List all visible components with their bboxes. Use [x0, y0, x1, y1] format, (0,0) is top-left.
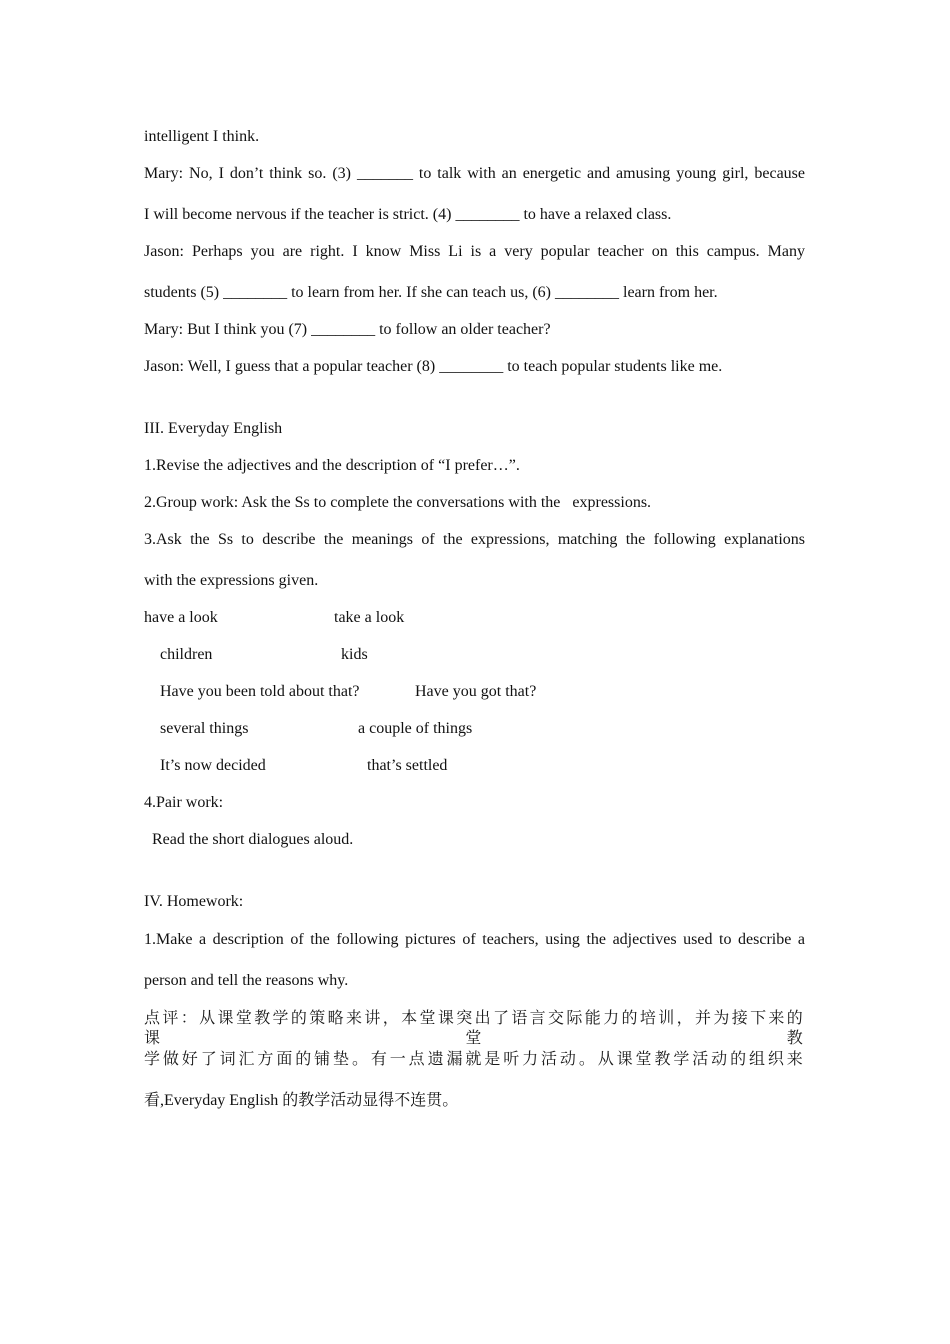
- dialogue-line: Jason: Perhaps you are right. I know Miss Li is a very popular teacher on this campus. Many: [144, 243, 805, 260]
- expression-right: kids: [341, 646, 368, 663]
- dialogue-line: intelligent I think.: [144, 128, 260, 145]
- dialogue-line: Mary: But I think you (7) ________ to follow an older teacher?: [144, 321, 551, 338]
- comment-line: 点评：从课堂教学的策略来讲，本堂课突出了语言交际能力的培训，并为接下来的课堂教: [144, 1010, 805, 1047]
- list-item-continuation: person and tell the reasons why.: [144, 972, 349, 989]
- list-item: 2.Group work: Ask the Ss to complete the conversations with the expressions.: [144, 494, 652, 511]
- section-heading: IV. Homework:: [144, 893, 244, 910]
- section-heading: III. Everyday English: [144, 420, 283, 437]
- expression-left: children: [160, 646, 213, 663]
- expression-left: have a look: [144, 609, 218, 626]
- expression-right: take a look: [334, 609, 405, 626]
- list-item: 4.Pair work:: [144, 794, 224, 811]
- list-item: 1.Revise the adjectives and the description of “I prefer…”.: [144, 457, 520, 474]
- dialogue-line: I will become nervous if the teacher is strict. (4) ________ to have a relaxed class.: [144, 206, 672, 223]
- comment-line: 看,Everyday English 的教学活动显得不连贯。: [144, 1092, 459, 1109]
- list-item-continuation: with the expressions given.: [144, 572, 319, 589]
- comment-line: 学做好了词汇方面的铺垫。有一点遗漏就是听力活动。从课堂教学活动的组织来: [144, 1051, 805, 1068]
- expression-right: a couple of things: [358, 720, 473, 737]
- list-item: 3.Ask the Ss to describe the meanings of the expressions, matching the following explanations: [144, 531, 805, 548]
- dialogue-line: students (5) ________ to learn from her. If she can teach us, (6) ________ learn from her.: [144, 284, 718, 301]
- dialogue-line: Mary: No, I don’t think so. (3) _______ to talk with an energetic and amusing young girl, because: [144, 165, 805, 182]
- expression-left: several things: [160, 720, 249, 737]
- list-item-sub: Read the short dialogues aloud.: [152, 831, 354, 848]
- expression-right: that’s settled: [367, 757, 448, 774]
- dialogue-line: Jason: Well, I guess that a popular teacher (8) ________ to teach popular students like me.: [144, 358, 723, 375]
- expression-left: Have you been told about that?: [160, 683, 360, 700]
- list-item: 1.Make a description of the following pictures of teachers, using the adjectives used to describe a: [144, 931, 805, 948]
- expression-right: Have you got that?: [415, 683, 537, 700]
- expression-left: It’s now decided: [160, 757, 266, 774]
